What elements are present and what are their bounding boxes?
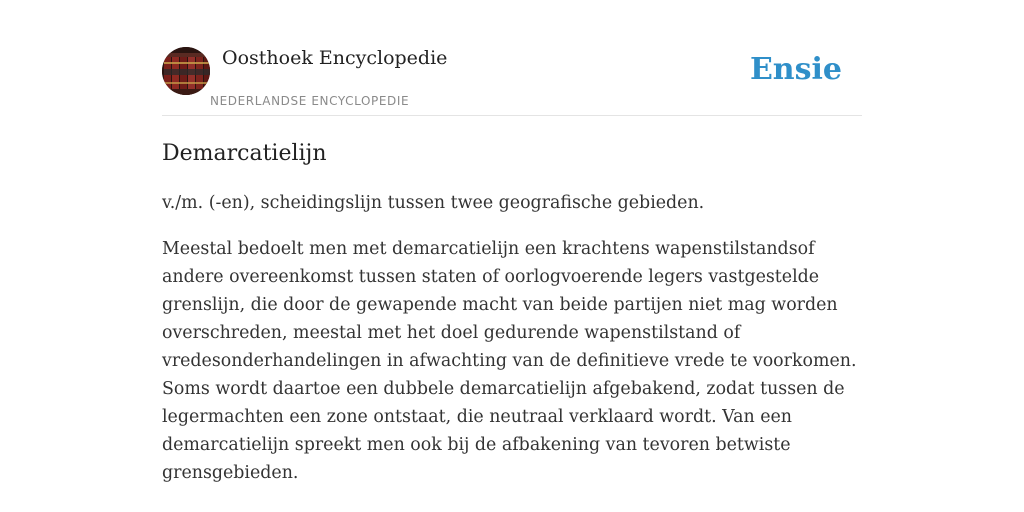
source-subtitle: NEDERLANDSE ENCYCLOPEDIE [210,94,410,108]
entry-definition: v./m. (-en), scheidingslijn tussen twee geografische gebieden. [162,193,705,213]
entry-title: Demarcatielijn [162,141,327,166]
ensie-logo[interactable]: Ensie [749,52,842,87]
source-header [162,46,862,116]
source-title[interactable]: Oosthoek Encyclopedie [222,47,448,69]
entry-content [162,138,862,487]
entry-body: Meestal bedoelt men met demarcatielijn een krachtens wapenstilstandsof andere overeenkomst tussen staten of oorlogvoerende legers vastgestelde grenslijn, die door de gewapende macht van beide partijen niet mag worden overschreden, meestal met het doel gedurende wapenstilstand of vredesonderhandelingen in afwachting van de definitieve vrede te voorkomen. Soms wordt daartoe een dubbele demarcatielijn afgebakend, zodat tussen de legermachten een zone ontstaat, die neutraal verklaard wordt. Van een demarcatielijn spreekt men ook bij de afbakening van tevoren betwiste grensgebieden. [162,239,857,483]
encyclopedia-books-icon[interactable] [162,47,210,95]
